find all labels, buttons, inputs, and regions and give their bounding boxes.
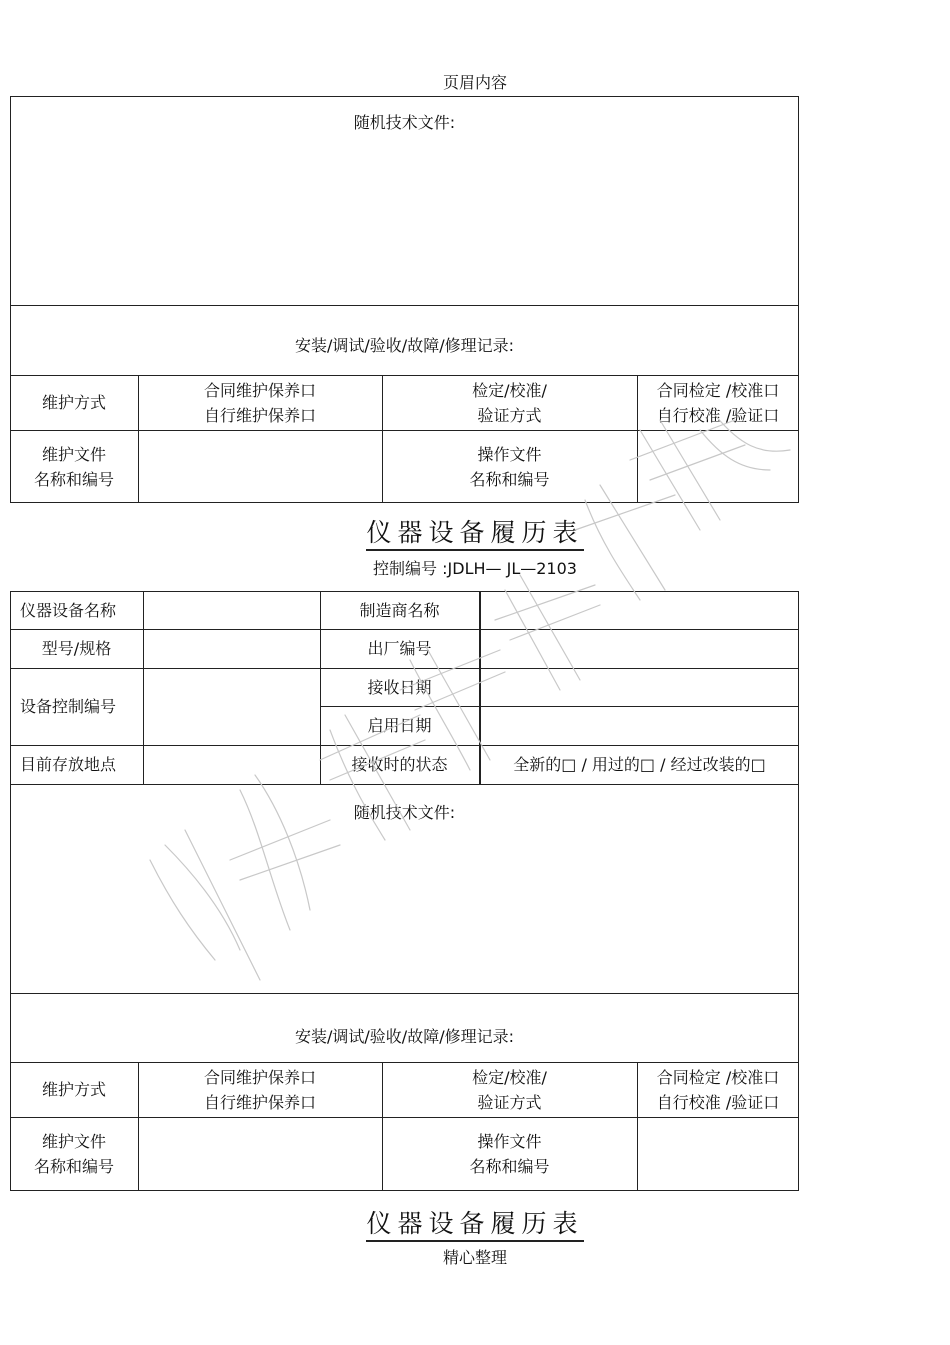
verif-label-line1: 检定/校准/ [472, 1067, 547, 1087]
op-doc-line2: 名称和编号 [469, 1157, 550, 1176]
receive-state-label: 接收时的状态 [351, 755, 448, 774]
tech-docs-label: 随机技术文件: [353, 113, 456, 132]
receive-date-label: 接收日期 [367, 677, 432, 697]
maint-doc-line2: 名称和编号 [33, 469, 114, 489]
tech-docs-label: 随机技术文件: [353, 803, 456, 822]
page-header: 页眉内容 [442, 73, 507, 92]
location-label: 目前存放地点 [20, 755, 117, 774]
verif-label-line2: 验证方式 [477, 1092, 542, 1112]
maint-option-self: 自行维护保养口 [203, 405, 316, 425]
manufacturer-label: 制造商名称 [359, 600, 440, 620]
verif-label-line1: 检定/校准/ [472, 380, 547, 400]
enable-date-label: 启用日期 [367, 716, 432, 735]
verif-option-self: 自行校准 /验证口 [656, 405, 780, 425]
maint-option-self: 自行维护保养口 [203, 1092, 316, 1112]
model-label: 型号/规格 [41, 639, 112, 658]
factory-no-label: 出厂编号 [367, 639, 432, 658]
op-doc-line2: 名称和编号 [469, 469, 550, 489]
maint-doc-line1: 维护文件 [41, 444, 106, 464]
control-code-label: 设备控制编号 [20, 697, 117, 716]
op-doc-line1: 操作文件 [477, 1132, 542, 1151]
form-title-text: 仪器设备履历表 [366, 518, 583, 551]
maint-doc-line2: 名称和编号 [33, 1157, 114, 1176]
verif-label-line2: 验证方式 [477, 405, 542, 425]
maint-method-label: 维护方式 [41, 1080, 106, 1099]
maint-doc-line1: 维护文件 [41, 1132, 106, 1151]
records-label: 安装/调试/验收/故障/修理记录: [295, 1027, 514, 1046]
op-doc-line1: 操作文件 [477, 444, 542, 464]
maint-option-contract: 合同维护保养口 [203, 1067, 316, 1087]
verif-option-self: 自行校准 /验证口 [656, 1092, 780, 1112]
state-options: 全新的□ / 用过的□ / 经过改装的□ [513, 755, 766, 774]
verif-option-contract: 合同检定 /校准口 [656, 380, 780, 400]
page-footer: 精心整理 [442, 1248, 507, 1267]
maint-option-contract: 合同维护保养口 [203, 380, 316, 400]
control-number: 控制编号 :JDLH— JL—2103 [373, 559, 577, 578]
device-name-label: 仪器设备名称 [20, 600, 117, 620]
form-title-text: 仪器设备履历表 [366, 1209, 583, 1242]
verif-option-contract: 合同检定 /校准口 [656, 1067, 780, 1087]
records-label: 安装/调试/验收/故障/修理记录: [295, 336, 514, 355]
maint-method-label: 维护方式 [41, 393, 106, 412]
